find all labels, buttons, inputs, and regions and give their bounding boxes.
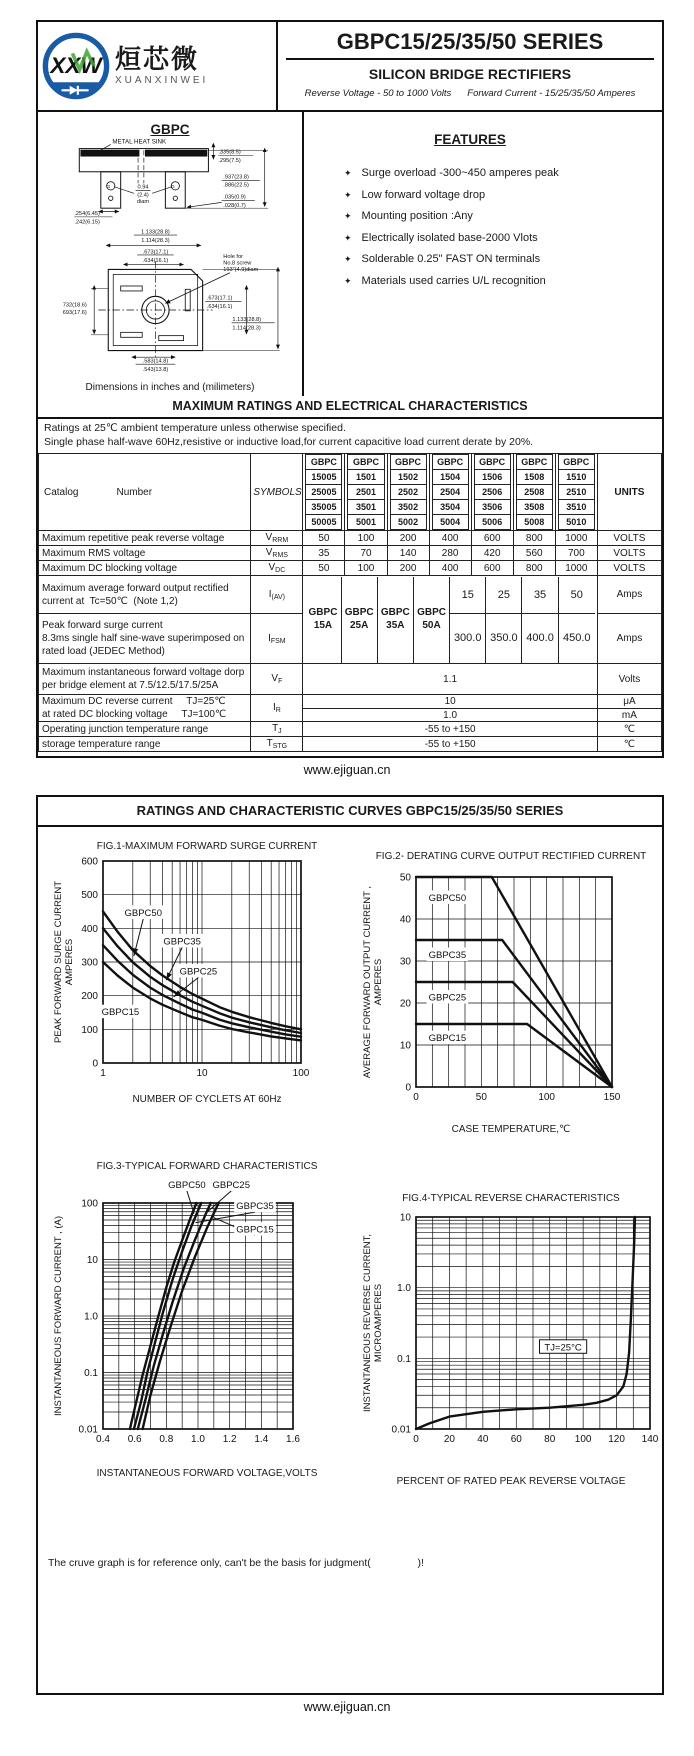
website-footer: www.ejiguan.cn <box>303 763 391 777</box>
svg-text:10: 10 <box>86 1255 98 1266</box>
row-description: storage temperature range <box>39 737 251 752</box>
table-cell: 140 <box>387 546 429 561</box>
figure-1-block <box>42 841 372 1105</box>
datasheet-page-2 <box>36 795 664 1695</box>
svg-text:MICROAMPERES: MICROAMPERES <box>373 1283 384 1363</box>
row-symbol: $V_{RMS}$ <box>251 546 303 561</box>
svg-text:0.01: 0.01 <box>391 1424 411 1436</box>
heatsink-label: METAL HEAT SINK <box>112 138 167 146</box>
row-symbol: $V_{DC}$ <box>251 561 303 576</box>
catalog-column: GBPC 1508 2508 3508 5008 <box>513 454 555 531</box>
svg-text:10: 10 <box>399 1040 411 1052</box>
website-footer: www.ejiguan.cn <box>303 1700 391 1714</box>
doc-subtitle: SILICON BRIDGE RECTIFIERS <box>368 66 572 82</box>
svg-text:GBPC35: GBPC35 <box>236 1201 274 1213</box>
terminal-g-label: G <box>106 184 111 190</box>
feature-item <box>344 210 656 222</box>
company-name-cn: 烜芯微 <box>115 44 200 74</box>
terminal-g-label: G <box>170 184 175 190</box>
svg-text:1: 1 <box>100 1068 106 1079</box>
svg-text:0: 0 <box>413 1092 419 1103</box>
svg-text:GBPC35: GBPC35 <box>163 936 201 948</box>
surge-current-block <box>303 576 597 664</box>
row-unit: VOLTS <box>597 561 661 576</box>
table-cell: 10 <box>303 695 597 709</box>
dim-label: .035(0.9) <box>223 194 246 201</box>
figure-title: FIG.3-TYPICAL FORWARD CHARACTERISTICS <box>96 1161 318 1172</box>
dim-label: .254(6.45) <box>74 211 100 218</box>
row-description: Maximum instantaneous forward voltage dorp per bridge element at 7.5/12.5/17.5/25A <box>39 664 251 695</box>
svg-text:1.6: 1.6 <box>286 1434 300 1445</box>
table-cell: 35 <box>303 546 345 561</box>
svg-text:140: 140 <box>641 1434 659 1445</box>
svg-text:40: 40 <box>477 1434 489 1445</box>
figure-x-axis-label: INSTANTANEOUS FORWARD VOLTAGE,VOLTS <box>96 1468 318 1479</box>
table-cell: 100 <box>345 561 387 576</box>
catalog-column: GBPC 1504 2504 3504 5004 <box>429 454 471 531</box>
svg-text:AMPERES: AMPERES <box>64 938 75 986</box>
svg-text:GBPC15: GBPC15 <box>428 1033 467 1045</box>
dim-label: (2.4) <box>137 192 149 199</box>
diamond-bullet-icon: ✦ <box>344 211 352 221</box>
table-cell: 400.0 <box>522 614 558 663</box>
svg-text:600: 600 <box>81 856 98 868</box>
dim-label: 693(17.6) <box>62 310 87 317</box>
dim-label: .583(14.8) <box>142 358 169 365</box>
row-unit: ℃ <box>597 737 661 752</box>
row-description: Maximum average forward output rectified current at Tc=50℃ (Note 1,2) <box>39 576 251 614</box>
table-cell: 560 <box>513 546 555 561</box>
table-cell: 1000 <box>555 531 597 546</box>
figure-title: FIG.4-TYPICAL REVERSE CHARACTERISTICS <box>402 1193 620 1204</box>
ratings-table <box>38 453 662 752</box>
fig3-forward-characteristics-chart <box>42 1175 372 1467</box>
row-unit: Volts <box>597 664 661 695</box>
table-cell: 450.0 <box>562 632 591 645</box>
table-cell: 400 <box>429 531 471 546</box>
svg-text:20: 20 <box>443 1434 455 1445</box>
svg-text:1.0: 1.0 <box>84 1311 98 1323</box>
fig4-reverse-characteristics-chart <box>360 1207 662 1475</box>
svg-text:1.2: 1.2 <box>222 1434 237 1445</box>
svg-text:30: 30 <box>399 956 411 968</box>
svg-text:400: 400 <box>81 923 98 935</box>
row-description: Maximum DC reverse current TJ=25℃ at rated DC blocking voltage TJ=100℃ <box>39 695 251 722</box>
figure-x-axis-label: NUMBER OF CYCLETS AT 60Hz <box>132 1094 282 1105</box>
figure-x-axis-label: PERCENT OF RATED PEAK REVERSE VOLTAGE <box>396 1476 626 1487</box>
table-cell: 350.0 <box>486 614 522 663</box>
table-row-tj <box>39 722 662 737</box>
row-unit: ℃ <box>597 722 661 737</box>
table-cell: -55 to +150 <box>303 737 597 752</box>
logo-xxw-text: XXW <box>50 53 102 79</box>
row-unit: Amps <box>597 614 661 664</box>
symbols-header: SYMBOLS <box>251 454 303 531</box>
svg-text:GBPC50: GBPC50 <box>124 907 162 919</box>
table-cell: 70 <box>345 546 387 561</box>
feature-item <box>344 232 656 244</box>
dim-label: .673(17.1) <box>142 249 169 256</box>
svg-text:0.1: 0.1 <box>84 1368 98 1379</box>
svg-text:50: 50 <box>475 1092 487 1103</box>
dim-label: 0.94 <box>137 184 149 191</box>
dim-label: .295(7.5) <box>218 157 241 164</box>
figure-title: FIG.1-MAXIMUM FORWARD SURGE CURRENT <box>96 841 318 852</box>
svg-text:300: 300 <box>81 957 98 969</box>
figure-4-block <box>360 1193 662 1487</box>
table-cell: 280 <box>429 546 471 561</box>
row-description: Maximum RMS voltage <box>39 546 251 561</box>
feature-item <box>344 253 656 265</box>
svg-text:AMPERES: AMPERES <box>373 958 384 1006</box>
svg-text:40: 40 <box>399 914 411 926</box>
row-symbol: $T_{STG}$ <box>251 737 303 752</box>
hole-note: 193"(4.9)diam <box>223 267 259 274</box>
svg-text:120: 120 <box>608 1434 625 1445</box>
fig2-derating-chart <box>360 865 662 1123</box>
diamond-bullet-icon: ✦ <box>344 254 352 264</box>
table-row-tstg <box>39 737 662 752</box>
table-cell: 50 <box>303 531 345 546</box>
catalog-column: GBPC 1502 2502 3502 5002 <box>387 454 429 531</box>
catalog-column: GBPC 1501 2501 3501 5001 <box>345 454 387 531</box>
table-cell: 420 <box>471 546 513 561</box>
svg-text:20: 20 <box>399 998 411 1010</box>
datasheet-page-1 <box>36 20 664 758</box>
dim-label: diam <box>136 199 150 206</box>
table-cell: 800 <box>513 561 555 576</box>
company-name-en: XUANXINWEI <box>115 75 209 86</box>
feature-item <box>344 275 656 287</box>
row-unit: Amps <box>597 576 661 614</box>
svg-text:INSTANTANEOUS FORWARD CURRENT: INSTANTANEOUS FORWARD CURRENT , (A) <box>53 1215 64 1417</box>
dim-label: 1.114(28.3) <box>141 238 170 245</box>
row-description: Maximum DC blocking voltage <box>39 561 251 576</box>
feature-text: Mounting position :Any <box>361 210 473 222</box>
svg-text:0: 0 <box>405 1082 411 1094</box>
svg-text:150: 150 <box>603 1092 621 1103</box>
svg-text:0.4: 0.4 <box>96 1434 110 1445</box>
svg-text:GBPC15: GBPC15 <box>236 1224 274 1236</box>
header <box>38 22 662 112</box>
feature-text: Materials used carries U/L recognition <box>361 274 546 287</box>
svg-text:0.6: 0.6 <box>127 1434 142 1445</box>
hole-note: Hole for <box>223 253 243 260</box>
device-label: GBPC 50A <box>414 577 450 663</box>
table-cell: 200 <box>387 561 429 576</box>
svg-text:100: 100 <box>81 1024 98 1036</box>
table-row-vrms <box>39 546 662 561</box>
dim-label: .886(22.5) <box>223 182 249 189</box>
package-outline-drawing <box>38 137 306 382</box>
svg-text:GBPC25: GBPC25 <box>179 966 218 978</box>
table-cell: 400 <box>429 561 471 576</box>
catalog-column: GBPC 15005 25005 35005 50005 <box>303 454 345 531</box>
dim-label: 732(18.6) <box>62 302 87 309</box>
row-symbol: $T_J$ <box>251 722 303 737</box>
row-description: Operating junction temperature range <box>39 722 251 737</box>
table-cell: 35 <box>522 577 558 614</box>
diamond-bullet-icon: ✦ <box>344 275 352 286</box>
diamond-bullet-icon: ✦ <box>344 168 352 178</box>
row-symbol: $V_F$ <box>251 664 303 695</box>
table-row-vrrm <box>39 531 662 546</box>
catalog-header-row <box>39 454 662 531</box>
svg-text:10: 10 <box>196 1068 208 1079</box>
table-cell: 50 <box>559 577 595 614</box>
row-unit: VOLTS <box>597 531 661 546</box>
catalog-column: GBPC 1506 2506 3506 5006 <box>471 454 513 531</box>
logo-icon <box>40 30 112 102</box>
dim-label: .937(23.8) <box>223 174 249 181</box>
table-row-vdc <box>39 561 662 576</box>
feature-text: Solderable 0.25" FAST ON terminals <box>361 253 541 265</box>
row-symbol: $I_{FSM}$ <box>251 614 303 664</box>
ratings-note-line: Ratings at 25℃ ambient temperature unless otherwise specified. <box>44 422 346 434</box>
svg-text:60: 60 <box>510 1434 522 1445</box>
figure-title: FIG.2- DERATING CURVE OUTPUT RECTIFIED CURRENT <box>375 851 647 862</box>
package-name: GBPC <box>150 122 190 137</box>
svg-text:INSTANTANEOUS REVERSE CURRENT,: INSTANTANEOUS REVERSE CURRENT, <box>362 1233 373 1413</box>
svg-text:0.1: 0.1 <box>397 1353 411 1365</box>
row-unit: μA <box>597 695 661 709</box>
doc-tagline <box>278 88 662 99</box>
dim-label: .543(13.8) <box>142 367 169 374</box>
feature-text: Electrically isolated base-2000 Vlots <box>361 231 538 244</box>
dim-label: .673(17.1) <box>206 295 233 302</box>
row-symbol: $I_{(AV)}$ <box>251 576 303 614</box>
table-cell: 1.1 <box>303 664 597 695</box>
svg-text:1.4: 1.4 <box>254 1434 269 1445</box>
tagline-reverse-voltage: Reverse Voltage - 50 to 1000 Volts <box>304 88 452 99</box>
device-label: GBPC 25A <box>342 577 378 663</box>
table-row-ir <box>39 695 662 709</box>
svg-text:100: 100 <box>292 1068 310 1079</box>
table-cell: 50 <box>303 561 345 576</box>
svg-text:GBPC25: GBPC25 <box>428 992 467 1004</box>
title-block <box>278 22 662 110</box>
dim-label: .242(6.15) <box>74 219 100 226</box>
table-row-iav <box>39 576 662 614</box>
svg-text:0: 0 <box>92 1058 98 1070</box>
table-cell: 200 <box>387 531 429 546</box>
table-cell: 800 <box>513 531 555 546</box>
svg-text:0.01: 0.01 <box>78 1424 98 1436</box>
dim-label: .028(0.7) <box>223 202 246 209</box>
device-label: GBPC 35A <box>378 577 414 663</box>
series-title: GBPC15/25/35/50 SERIES <box>286 29 654 60</box>
package-and-features <box>38 112 662 396</box>
table-row-vf <box>39 664 662 695</box>
row-unit: VOLTS <box>597 546 661 561</box>
svg-text:TJ=25°C: TJ=25°C <box>544 1342 582 1354</box>
row-unit: mA <box>597 708 661 722</box>
table-cell: 600 <box>471 561 513 576</box>
svg-text:80: 80 <box>544 1434 556 1445</box>
svg-text:100: 100 <box>538 1092 556 1103</box>
diamond-bullet-icon: ✦ <box>344 232 352 243</box>
svg-text:PEAK FORWARD SURGE CURRENT: PEAK FORWARD SURGE CURRENT <box>53 880 64 1044</box>
table-cell: 1000 <box>555 561 597 576</box>
package-drawing-panel <box>38 112 304 396</box>
svg-text:100: 100 <box>81 1198 98 1210</box>
svg-text:GBPC50: GBPC50 <box>168 1179 206 1191</box>
features-title: FEATURES <box>434 132 506 147</box>
row-description: Peak forward surge current 8.3ms single half sine-wave superimposed on rated load (JEDEC Method) <box>39 614 251 664</box>
dim-label: 1.114(28.3) <box>232 325 261 332</box>
dim-label: 1.133(28.8) <box>232 317 262 324</box>
reference-note: The cruve graph is for reference only, can't be the basis for judgment( )! <box>48 1557 424 1569</box>
hole-note: No.8 screw <box>223 260 252 267</box>
svg-text:1.0: 1.0 <box>191 1434 205 1445</box>
dim-label: 1.133(28.8) <box>141 229 170 236</box>
svg-text:50: 50 <box>399 872 411 884</box>
row-symbol: $V_{RRM}$ <box>251 531 303 546</box>
svg-text:10: 10 <box>399 1212 411 1224</box>
table-cell: -55 to +150 <box>303 722 597 737</box>
dim-label: .634(16.1) <box>142 257 169 264</box>
svg-text:0: 0 <box>413 1434 419 1445</box>
table-cell: 300.0 <box>450 614 486 663</box>
table-cell: 25 <box>486 577 522 614</box>
feature-text: Low forward voltage drop <box>361 188 486 201</box>
diamond-bullet-icon: ✦ <box>344 189 352 200</box>
svg-text:GBPC15: GBPC15 <box>101 1007 140 1019</box>
feature-item <box>344 167 656 179</box>
dimensions-caption: Dimensions in inches and (milimeters) <box>85 382 255 393</box>
curves-banner: RATINGS AND CHARACTERISTIC CURVES GBPC15/25/35/50 SERIES <box>38 797 662 827</box>
dim-label: .634(16.1) <box>206 303 233 310</box>
figure-3-block <box>42 1161 372 1479</box>
catalog-column: GBPC 1510 2510 3510 5010 <box>555 454 597 531</box>
units-header: UNITS <box>597 454 661 531</box>
table-cell: 1.0 <box>303 708 597 722</box>
ratings-note-line: Single phase half-wave 60Hz,resistive or inductive load,for current capacitive load current derate by 20%. <box>44 435 534 448</box>
svg-text:GBPC50: GBPC50 <box>428 892 467 904</box>
device-label: GBPC 15A <box>305 577 341 663</box>
tagline-forward-current: Forward Current - 15/25/35/50 Amperes <box>467 88 636 99</box>
svg-text:AVERAGE FORWARD OUTPUT CURRENT: AVERAGE FORWARD OUTPUT CURRENT , <box>362 885 373 1079</box>
company-logo <box>38 22 278 110</box>
svg-text:1.0: 1.0 <box>397 1283 411 1295</box>
svg-text:200: 200 <box>81 991 98 1003</box>
svg-text:500: 500 <box>81 890 98 902</box>
svg-text:0.8: 0.8 <box>159 1434 174 1445</box>
catalog-number-label: Catalog Number <box>39 454 251 531</box>
svg-text:100: 100 <box>574 1434 592 1445</box>
features-panel <box>304 112 662 396</box>
svg-text:GBPC25: GBPC25 <box>212 1179 250 1191</box>
fig1-surge-current-chart <box>42 855 372 1093</box>
row-description: Maximum repetitive peak reverse voltage <box>39 531 251 546</box>
figure-2-block <box>360 851 662 1135</box>
table-cell: 100 <box>345 531 387 546</box>
table-cell: 15 <box>450 577 486 614</box>
ratings-notes <box>38 419 662 453</box>
table-cell: 700 <box>555 546 597 561</box>
figure-x-axis-label: CASE TEMPERATURE,℃ <box>451 1124 571 1135</box>
ratings-banner: MAXIMUM RATINGS AND ELECTRICAL CHARACTERISTICS <box>38 396 662 419</box>
feature-item <box>344 189 656 201</box>
row-symbol: $I_R$ <box>251 695 303 722</box>
feature-text: Surge overload -300~450 amperes peak <box>361 167 559 179</box>
table-cell: 600 <box>471 531 513 546</box>
dim-label: .335(8.5) <box>218 149 241 156</box>
svg-text:GBPC35: GBPC35 <box>428 950 467 962</box>
